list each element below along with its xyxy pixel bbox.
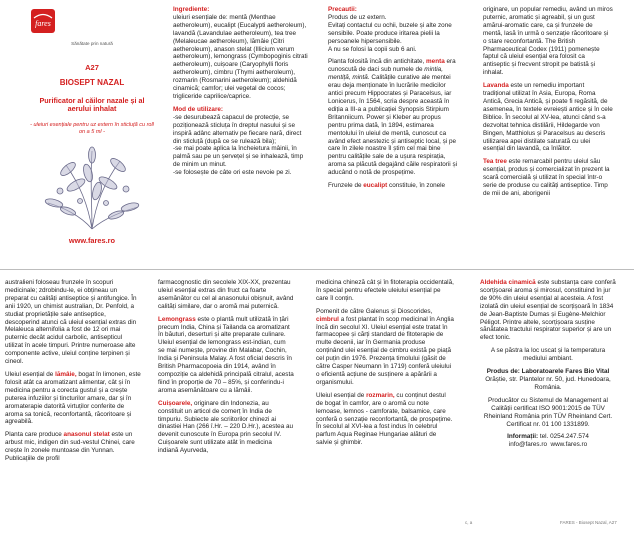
- brand-tagline: Sănătate prin natură: [71, 40, 113, 46]
- product-note: - uleiuri esențiale pentru uz extern în sticluță cu roll on a 5 ml -: [30, 121, 154, 135]
- certification-text: Producător cu Sistemul de Management al Calității certificat ISO 9001:2015 de TÜV Rheinland România prin TÜV Rheinland Cert. Certificat nr. 01 100 1331899.: [483, 396, 613, 428]
- precaution-3: A nu se folosi la copii sub 6 ani.: [328, 45, 417, 53]
- star-anise-continued: farmacognostic din secolele XIX-XX, prezentau uleiul esențial extras din fruct ca foarte asemănător cu cel al anasonului obișnuit, având calități similare, dar o aromă mai puternică.: [158, 279, 294, 310]
- tea-tree-continued: australieni foloseau frunzele în scopuri medicinale; zdrobindu-le, ei obțineau un preparat cu calități antiseptice și antifungice. În anii 1920, un chimist australian, Dr. Penfold, a studiat proprietățile sale antiseptice, descoperind atunci că uleiul esențial extras din Melaleuca alternifolia a fost de 12 ori mai puternic decât acidul carbolic, antisepticul utilizat în acele timpuri. Printre numeroase alte componente active, uleiul conține terpinen și cineol.: [5, 279, 137, 366]
- precautions-panel: [328, 6, 458, 264]
- cinnamaldehyde-paragraph: Aldehida cinamică este substanța care conferă scorțișoarei aroma și mirosul, constituind în jur de 90% din uleiul esențial al acesteia. A fost izolată din uleiul esențial de scorțișoară în 1834 de Jean-Baptiste Dumas și Eugène-Melchior Péligot. Printre altele, scorțișoara susține sănătatea tractului respirator superior și are un efect tonic.: [480, 279, 616, 342]
- contact-email[interactable]: info@fares.ro: [508, 441, 547, 449]
- lemon-paragraph: Uleiul esențial de lămâie, bogat în limonen, este folosit atât ca aromatizant alimentar, cât și în medicina pentru a corecta gustul și a crește puterea infuziilor și tincturilor amare, dar și în aromaterapie datorită virtuților conferite de aroma sa tonică, reconfortantă, răcoritoare și agreabilă.: [5, 370, 141, 426]
- contact-website[interactable]: www.fares.ro: [550, 441, 588, 449]
- inner-panel-2: [158, 279, 294, 534]
- leaflet-outer-sheet: [0, 0, 634, 265]
- eucalyptus-continued: originare, un popular remediu, având un miros puternic, aromatic și agreabil, și un gust amărui-aromatic care, ca și frunzele de mentă, lasă în urmă o senzație răcoritoare și o stare reconfortantă. The British Pharmaceutical Codex (1911) pomenește faptul că uleiul esențial era folosit ca antiseptic și frecvent stropit pe batistă și inhalat.: [483, 6, 613, 77]
- product-subtitle: Purificator al căilor nazale și al aerului inhalat: [39, 95, 145, 114]
- inner-panel-4: [480, 279, 616, 534]
- product-code: A27: [85, 62, 99, 72]
- star-anise-paragraph: Planta care produce anasonul stelat este un arbust mic, indigen din sud-vestul Chinei, care crește în zonele muntoase din Yunnan. Publicațiile de profil: [5, 431, 135, 463]
- clove-continued: medicina chineză cât și în fitoterapia occidentală, în special pentru efectele uleiului esențial pe care îl conțin.: [316, 279, 454, 302]
- leaflet-inner-sheet: [0, 274, 634, 539]
- page-mark: c, a: [465, 520, 473, 525]
- clove-paragraph: Cuișoarele, originare din Indonezia, au constituit un articol de comerț în India de timpuriu. Subiecte ale scriitorilor chinezi ai dinastiei Han (266 î.Hr. – 220 D.Hr.), acestea au devenit cunoscute în Europa prin secolul IV. Cuișoarele sunt utilizate atât în medicina indiană Ayurveda,: [158, 399, 294, 455]
- eucalyptus-paragraph: Frunzele de eucalipt constituie, în zonele: [328, 182, 446, 190]
- storage-note: A se păstra la loc uscat și la temperatura mediului ambiant.: [490, 347, 606, 363]
- brand-name: fares: [35, 19, 51, 28]
- usage-step-1: -se desurubează capacul de protecție, se poziționează sticluța în dreptul nasului și se inspiră adânc alternativ pe fiecare nară, direct din sticluță (după ce se rulează bila);: [173, 113, 302, 145]
- lemongrass-paragraph: Lemongrass este o plantă mult utilizată în țări precum India, China și Tailanda ca aromatizant în băuturi, deserturi și alte preparate culinare. Uleiul esențial de lemongrass est-indian, cum se mai numește, provine din Malabar, Cochin, India și Peninsula Malay. A fost oficial descris în British Pharmacopoeia din 1914, având în compoziție ca aldehidă principală citralul, acesta fiind în proporție de 70 – 85%, și conferindu-i aroma asemănătoare cu a lămâii.: [158, 315, 294, 394]
- ingredients-heading: Ingrediente:: [173, 6, 210, 13]
- fares-logo: [28, 6, 58, 36]
- history-panel: [483, 6, 613, 264]
- usage-step-3: -se folosește de câte ori este nevoie pe zi.: [173, 169, 292, 177]
- precaution-1: Produs de uz extern.: [328, 13, 387, 21]
- mint-paragraph: Planta folosită încă din antichitate, menta era cunoscută de daci sub numele de mintia, mentiță, mintă. Calitățile curative ale mentei erau deja menționate în lucrările medicilor antici precum Hippocrates și Paracelsus, iar Lonicerus, în 1564, scria despre această în ediția a III-a a publicației Synopsis Stirpium Britanniicum. Power și Kleber au propus pentru prima dată, în 1894, estimarea mentolului în uleiul de mentă, cunoscut ca având efect anestezic și antiseptic local, și pe care în zilele noastre îl știm cel mai bine pentru calitățile sale de a ușura respirația, aroma sa plăcută degajând căile respiratorii și aducând o notă de prospețime.: [328, 58, 458, 177]
- rosemary-paragraph: Uleiul esențial de rozmarin, cu conținut destul de bogat în camfor, are o aromă cu note lemoase, lemnos - camforate, balsamice, care conferă o senzație reconfortantă, de prospețime. În secolul al XVI-lea a fost indus în celebrul parfum Aqua Reginae Hungariae alături de salvie și ghimbir.: [316, 391, 453, 447]
- product-title: BIOSEPT NAZAL: [59, 77, 125, 87]
- producer-block: Produs de: Laboratoarele Fares Bio Vital Orăștie, str. Plantelor nr. 50, jud. Hunedoara, România.: [485, 368, 611, 391]
- tea-tree-paragraph: Tea tree este remarcabil pentru uleiul său esențial, produs și comercializat în prezent la scară comercială și utilizat în special într-o serie de produse cu calități antiseptice. Timp de mii de ani, aborigenii: [483, 158, 610, 197]
- contact-block: Informații: tel. 0254.247.574 info@fares.ro www.fares.ro: [507, 433, 589, 449]
- sheet-divider: [0, 269, 634, 270]
- herbs-illustration: [40, 145, 144, 231]
- website-link[interactable]: www.fares.ro: [68, 236, 116, 246]
- footer-code: FARES - Biosept Nazal, A27: [560, 520, 617, 525]
- lavender-paragraph: Lavanda este un remediu important tradițional utilizat în Asia, Europa, Roma Antică, Grecia Antică, și poate fi regăsită, de asemenea, în textele evreiești antice și în cele Biblice. În secolul al XV-lea, atunci când s-a dezvoltat tehnica distilării, Hildegarde von Bingen, Matthiolus și Paracelsus au descris utilizarea apei distilate saturată cu ulei esențial din lavandă, ca înlăitor.: [483, 82, 613, 153]
- inner-panel-3: [316, 279, 454, 534]
- usage-step-2: -se mai poate aplica la încheietura mâinii, în palmă sau pe un șervețel și se inhalează, timp de minim un minut.: [173, 145, 304, 169]
- cover-panel: [28, 6, 156, 264]
- thyme-paragraph: Pomenit de către Galenus și Dioscorides, cimbrul a fost plantat în scop medicinal în Anglia încă din secolul XI. Uleiul esențial este tratat în farmacopee și cărți standard de fitoterapie de multe decenii, iar în Germania produse conținând ulei esențial de cimbru există pe piață cel puțin din 1976. Prezența timolului (găsit de către Casper Neumann în 1719) conferă uleiului o eficientă acțiune de susținere a apărării a organismului.: [316, 307, 454, 386]
- ingredients-panel: [173, 6, 311, 264]
- ingredients-text: uleiuri esențiale de: mentă (Menthae aetheroleum), eucalipt (Eucalypti aetheroleum), lavandă (Lavandulae aetheroleum), tea tree (Melaleucae aetheroleum), lămâie (Citri aetheroleum), anason stelat (Illicium verum aetheroleum), lemongrass (Cymbopoginis citrati aetheroleum), cuișoare (Caryophylli floris aetheroleum), cimbru (Thymi aetheroleum), rozmarin (Rosmarini aetheroleum); aldehidă cinamică; camfor; ulei vegetal de cocos; trigliceride caprilice/caprice.: [173, 13, 308, 100]
- inner-panel-1: [5, 279, 141, 534]
- precaution-2: Evitați contactul cu ochii, buzele și alte zone sensibile. Poate produce iritarea pielii la persoanele hipersensibile.: [328, 21, 452, 45]
- precautions-heading: Precautii:: [328, 6, 357, 13]
- usage-heading: Mod de utilizare:: [173, 105, 224, 113]
